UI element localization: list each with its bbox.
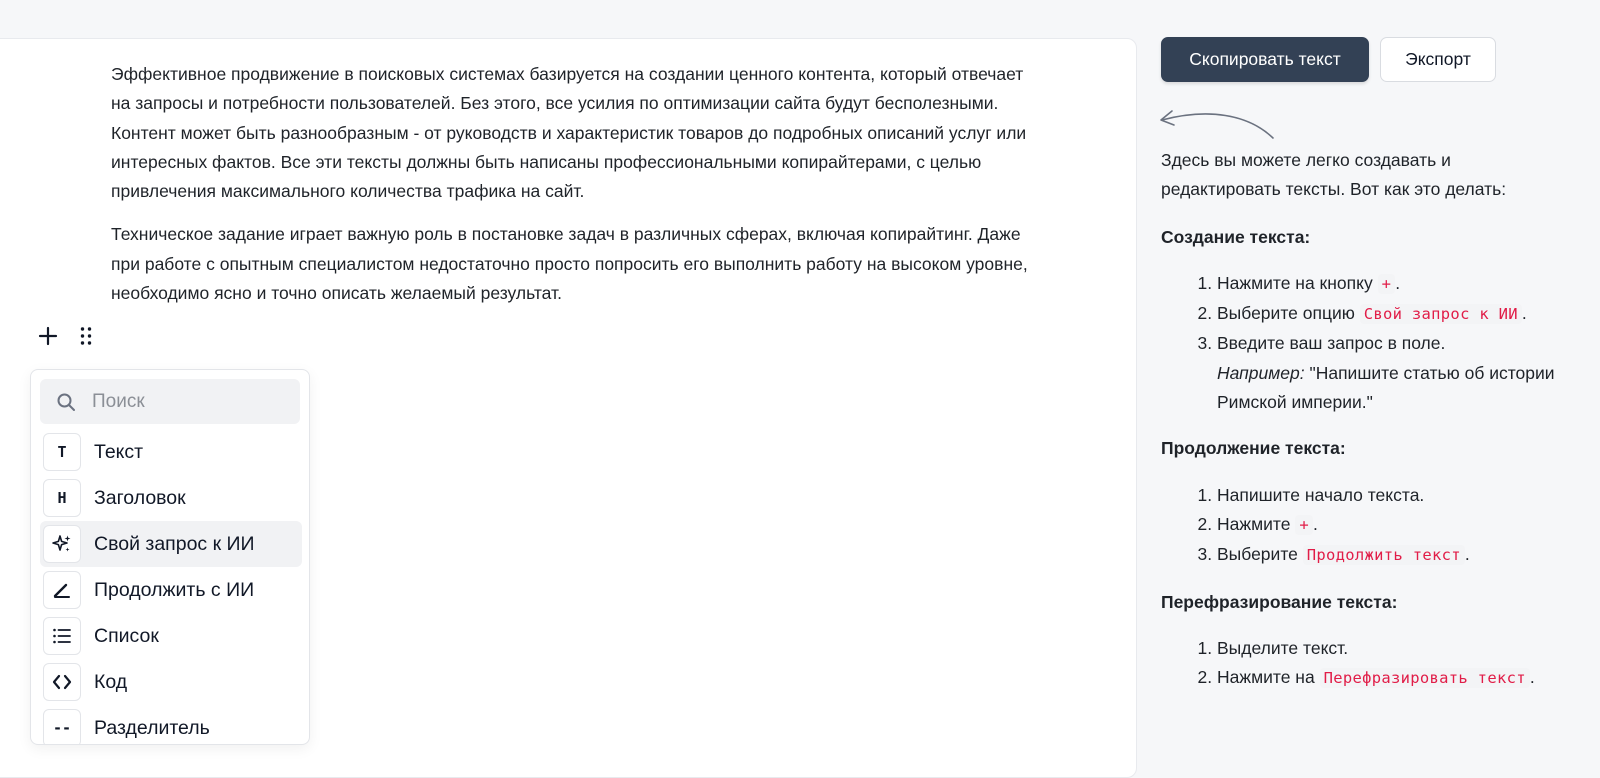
search-input[interactable] (92, 391, 292, 413)
inline-code: Продолжить текст (1303, 545, 1465, 565)
help-section-title: Перефразирование текста: (1161, 591, 1398, 612)
help-step: 2. Нажмите на Перефразировать текст . (1217, 663, 1561, 693)
menu-item-label: Продолжить с ИИ (94, 578, 255, 601)
slash-command-menu (30, 369, 310, 745)
drag-handle-icon[interactable] (74, 324, 98, 348)
help-step: 1. Нажмите на кнопку + . (1217, 269, 1561, 299)
menu-item-ai-prompt[interactable] (40, 521, 302, 567)
menu-item-label: Текст (94, 440, 144, 463)
help-steps-rephrase (1161, 634, 1561, 694)
add-block-icon[interactable] (36, 324, 60, 348)
help-step: 2. Выберите опцию Свой запрос к ИИ . (1217, 299, 1561, 329)
menu-item-list[interactable] (40, 613, 302, 659)
menu-item-code[interactable] (40, 659, 302, 705)
sparkles-icon (43, 525, 81, 563)
copy-text-button[interactable]: Скопировать текст (1161, 37, 1369, 82)
inline-code: Перефразировать текст (1320, 668, 1530, 688)
help-section-title: Продолжение текста: (1161, 438, 1346, 459)
help-section-title: Создание текста: (1161, 226, 1311, 247)
text-icon: T (43, 433, 81, 471)
export-button[interactable]: Экспорт (1380, 37, 1496, 82)
menu-item-continue-ai[interactable] (40, 567, 302, 613)
search-icon (46, 392, 86, 412)
inline-code: + (1295, 515, 1313, 535)
divider-icon: -- (43, 709, 81, 745)
inline-code: Свой запрос к ИИ (1360, 304, 1522, 324)
help-steps-continue (1161, 481, 1561, 571)
list-icon (43, 617, 81, 655)
help-step: 1. Выделите текст. (1217, 634, 1561, 663)
help-step: 3. Выберите Продолжить текст . (1217, 540, 1561, 570)
menu-item-label: Список (94, 624, 159, 647)
help-steps-create (1161, 269, 1561, 417)
block-handle (36, 324, 98, 348)
editor-content[interactable] (111, 60, 1031, 322)
help-intro: Здесь вы можете легко создавать и редактировать тексты. Вот как это делать: (1161, 150, 1507, 200)
menu-item-label: Заголовок (94, 486, 186, 509)
editor-paragraph[interactable]: Эффективное продвижение в поисковых системах базируется на создании ценного контента, который отвечает на запросы и потребности пользователей. Без этого, все усилия по оптимизации сайта будут бесполезными. Контент может быть разнообразным - от руководств и характеристик товаров до подробных описаний услуг или интересных фактов. Все эти тексты должны быть написаны профессиональными копирайтерами, с целью привлечения максимального количества трафика на сайт. (111, 64, 1027, 202)
menu-item-heading[interactable] (40, 475, 302, 521)
menu-item-label: Код (94, 670, 128, 693)
help-step: 1. Напишите начало текста. (1217, 481, 1561, 510)
curved-arrow-icon (1158, 108, 1278, 140)
menu-item-text[interactable] (40, 429, 302, 475)
pen-icon (43, 571, 81, 609)
code-icon (43, 663, 81, 701)
inline-code: + (1378, 274, 1396, 294)
help-step: 3. Введите ваш запрос в поле. Например: "Напишите статью об истории Римской империи." (1217, 329, 1561, 417)
editor-paragraph[interactable]: Техническое задание играет важную роль в постановке задач в различных сферах, включая копирайтинг. Даже при работе с опытным специалистом недостаточно просто попросить его выполнить работу на высоком уровне, необходимо ясно и точно описать желаемый результат. (111, 224, 1028, 304)
menu-item-label: Свой запрос к ИИ (94, 532, 255, 555)
heading-icon: H (43, 479, 81, 517)
menu-item-label: Разделитель (94, 716, 210, 739)
menu-items (40, 429, 302, 745)
help-panel (1161, 146, 1561, 710)
menu-search (40, 379, 300, 424)
menu-item-divider[interactable] (40, 705, 302, 745)
help-step: 2. Нажмите + . (1217, 510, 1561, 540)
